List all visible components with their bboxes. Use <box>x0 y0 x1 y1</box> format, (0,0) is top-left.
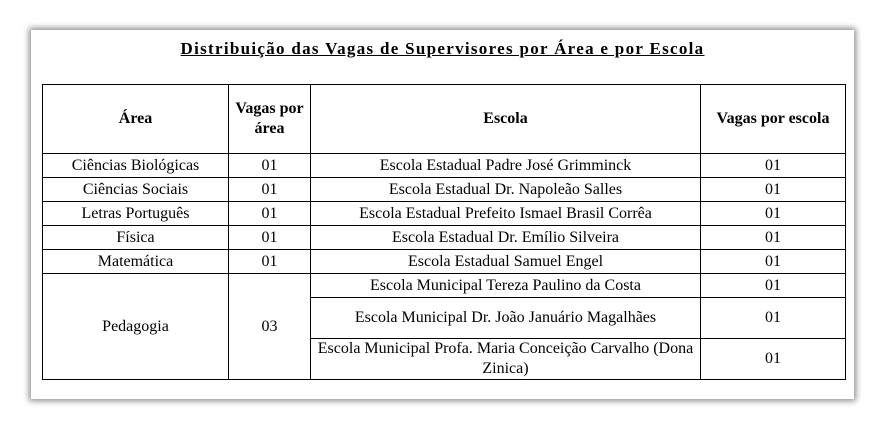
cell-area: Ciências Biológicas <box>43 154 229 178</box>
cell-vagas-escola: 01 <box>701 339 846 380</box>
cell-area-pedagogia: Pedagogia <box>43 274 229 380</box>
table-row <box>43 226 846 250</box>
table-row <box>43 250 846 274</box>
cell-escola: Escola Municipal Tereza Paulino da Costa <box>311 274 701 298</box>
cell-vagas-escola: 01 <box>701 202 846 226</box>
cell-vagas-area-pedagogia: 03 <box>229 274 311 380</box>
cell-vagas-escola: 01 <box>701 226 846 250</box>
cell-vagas-area: 01 <box>229 202 311 226</box>
cell-vagas-escola: 01 <box>701 250 846 274</box>
cell-vagas-escola: 01 <box>701 154 846 178</box>
cell-escola: Escola Estadual Dr. Emílio Silveira <box>311 226 701 250</box>
table-row <box>43 154 846 178</box>
cell-escola: Escola Estadual Dr. Napoleão Salles <box>311 178 701 202</box>
vagas-table <box>42 84 846 380</box>
table-row <box>43 202 846 226</box>
cell-escola: Escola Municipal Profa. Maria Conceição Carvalho (Dona Zinica) <box>311 339 701 380</box>
cell-area: Letras Português <box>43 202 229 226</box>
header-area: Área <box>43 85 229 154</box>
cell-vagas-escola: 01 <box>701 274 846 298</box>
document-title: Distribuição das Vagas de Supervisores por Área e por Escola <box>180 39 705 58</box>
header-vagas-por-area: Vagas por área <box>229 85 311 154</box>
cell-escola: Escola Estadual Prefeito Ismael Brasil Corrêa <box>311 202 701 226</box>
cell-vagas-escola: 01 <box>701 178 846 202</box>
table-row <box>43 178 846 202</box>
cell-escola: Escola Estadual Padre José Grimminck <box>311 154 701 178</box>
header-escola: Escola <box>311 85 701 154</box>
cell-area: Física <box>43 226 229 250</box>
table-header-row <box>43 85 846 154</box>
cell-area: Ciências Sociais <box>43 178 229 202</box>
header-vagas-por-escola: Vagas por escola <box>701 85 846 154</box>
table-row-pedagogia <box>43 274 846 298</box>
cell-vagas-area: 01 <box>229 178 311 202</box>
document-page <box>31 30 854 399</box>
cell-vagas-area: 01 <box>229 154 311 178</box>
cell-escola: Escola Estadual Samuel Engel <box>311 250 701 274</box>
cell-vagas-area: 01 <box>229 226 311 250</box>
cell-escola: Escola Municipal Dr. João Januário Magalhães <box>311 298 701 339</box>
cell-area: Matemática <box>43 250 229 274</box>
cell-vagas-area: 01 <box>229 250 311 274</box>
cell-vagas-escola: 01 <box>701 298 846 339</box>
